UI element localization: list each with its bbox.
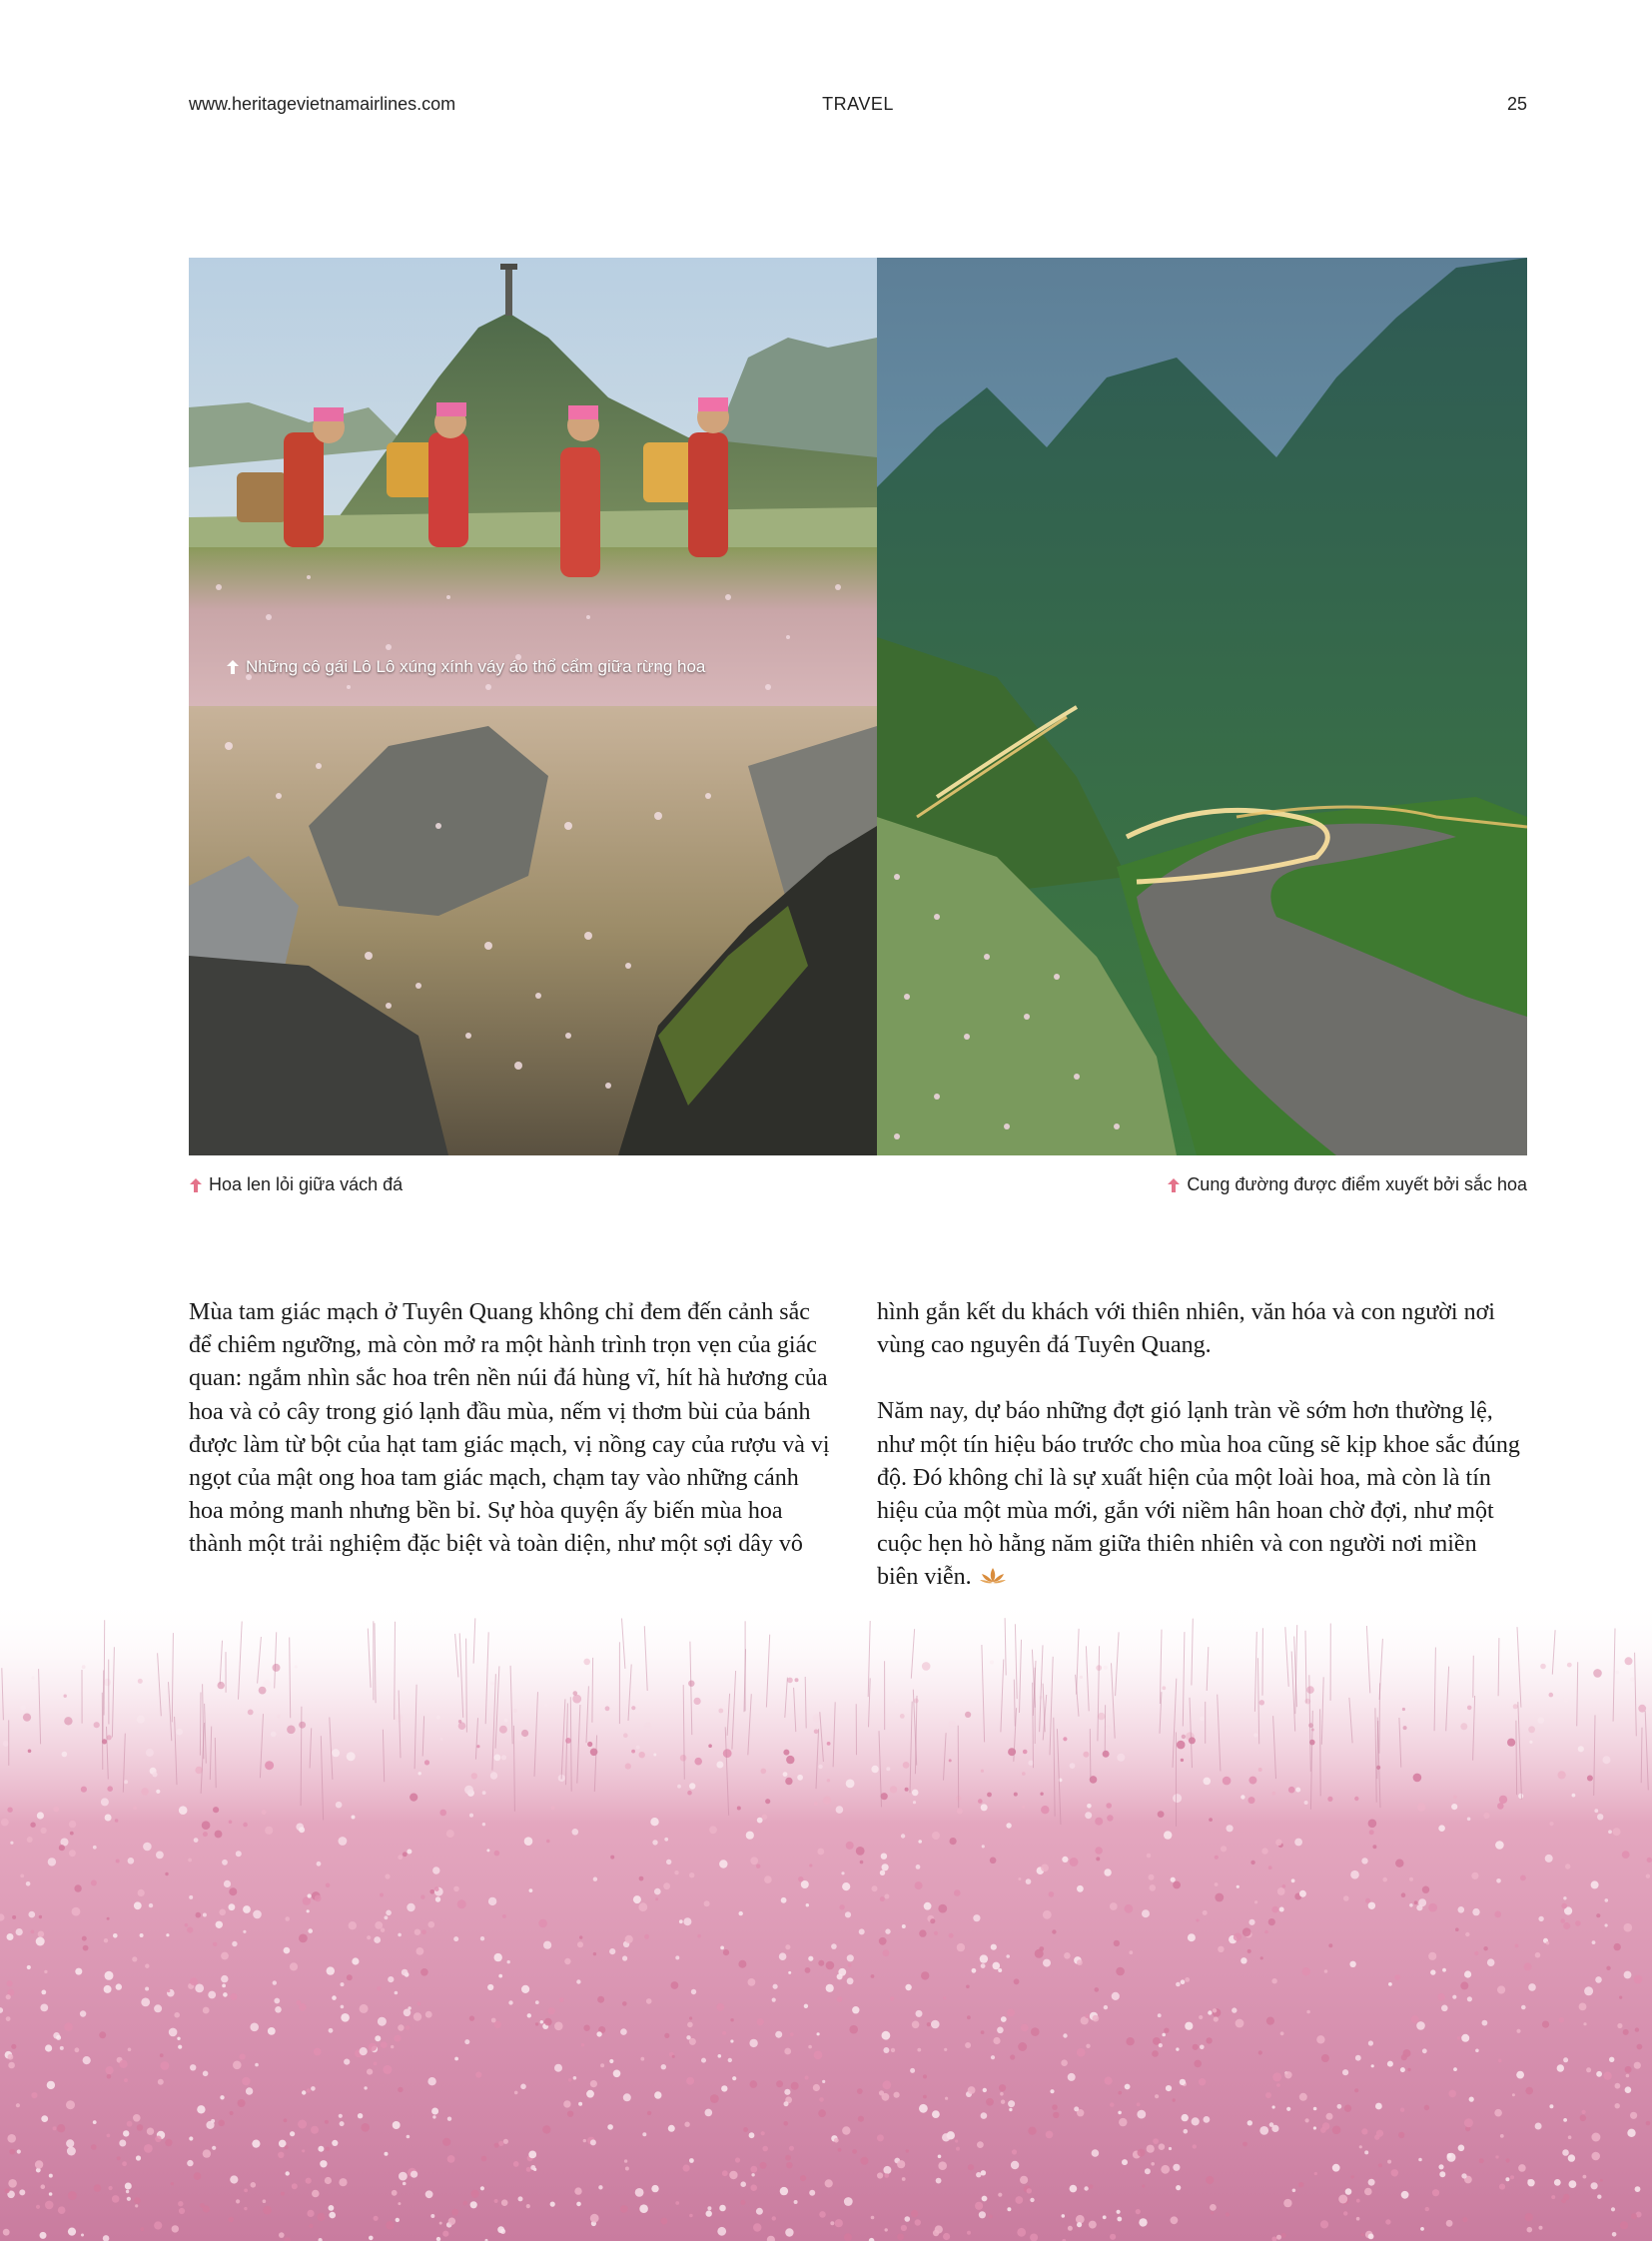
- caption-text: Những cô gái Lô Lô xúng xính váy áo thổ cẩm giữa rừng hoa: [246, 657, 706, 676]
- page-number: 25: [1506, 94, 1527, 114]
- section-label: TRAVEL: [822, 94, 894, 114]
- lotus-end-mark-icon: [978, 1563, 1008, 1583]
- article-paragraph-text: Năm nay, dự báo những đợt gió lạnh tràn về sớm hơn thường lệ, như một tín hiệu báo trước cho mùa hoa cũng sẽ kịp khoe sắc đúng độ. Đó không chỉ là sự xuất hiện của một loài hoa, mà còn là tín hiệu của một mùa mới, gắn với niềm hân hoan chờ đợi, như một cuộc hẹn hò hằng năm giữa thiên nhiên và con người nơi miền biên viễn.: [877, 1398, 1520, 1591]
- photo-winding-road: [877, 258, 1527, 1155]
- photo-winding-road-image: [877, 258, 1527, 1155]
- photo-flowers-rocks: [189, 706, 877, 1155]
- article-paragraph: Mùa tam giác mạch ở Tuyên Quang không chỉ đem đến cảnh sắc để chiêm ngưỡng, mà còn mở ra một hành trình trọn vẹn của giác quan: ngắm nhìn sắc hoa trên nền núi đá hùng vĩ, hít hà hương của hoa và cỏ cây trong gió lạnh đầu mùa, nếm vị thơm bùi của bánh được làm từ bột của hạt tam giác mạch, vị nồng cay của rượu và vị ngọt của mật ong hoa tam giác mạch, chạm tay vào những cánh hoa mỏng manh nhưng bền bỉ. Sự hòa quyện ấy biến mùa hoa thành một trải nghiệm đặc biệt và toàn diện, như một sợi dây vô: [189, 1299, 830, 1558]
- running-header: [189, 94, 1527, 122]
- photo-lolo-women: [189, 258, 877, 706]
- arrow-up-icon: [189, 1177, 203, 1193]
- article-column-left: [189, 1296, 833, 1562]
- arrow-up-icon: [1167, 1177, 1181, 1193]
- caption-winding-road: [1167, 1174, 1527, 1195]
- photo-lolo-women-image: [189, 258, 877, 706]
- article-paragraph-final: [877, 1395, 1521, 1594]
- overlay-caption-lolo-women: [226, 657, 705, 677]
- arrow-up-icon: [226, 659, 240, 675]
- caption-text: Hoa len lỏi giữa vách đá: [209, 1174, 404, 1194]
- caption-text: Cung đường được điểm xuyết bởi sắc hoa: [1187, 1174, 1527, 1194]
- flower-field-image: [0, 1598, 1652, 2241]
- photo-flowers-rocks-image: [189, 706, 877, 1155]
- article-paragraph: hình gắn kết du khách với thiên nhiên, văn hóa và con người nơi vùng cao nguyên đá Tuyên Quang.: [877, 1299, 1495, 1359]
- article-column-right: [877, 1296, 1521, 1595]
- site-url: www.heritagevietnamairlines.com: [189, 94, 456, 114]
- flower-field-illustration: [0, 1598, 1652, 2241]
- caption-flowers-rocks: [189, 1174, 403, 1195]
